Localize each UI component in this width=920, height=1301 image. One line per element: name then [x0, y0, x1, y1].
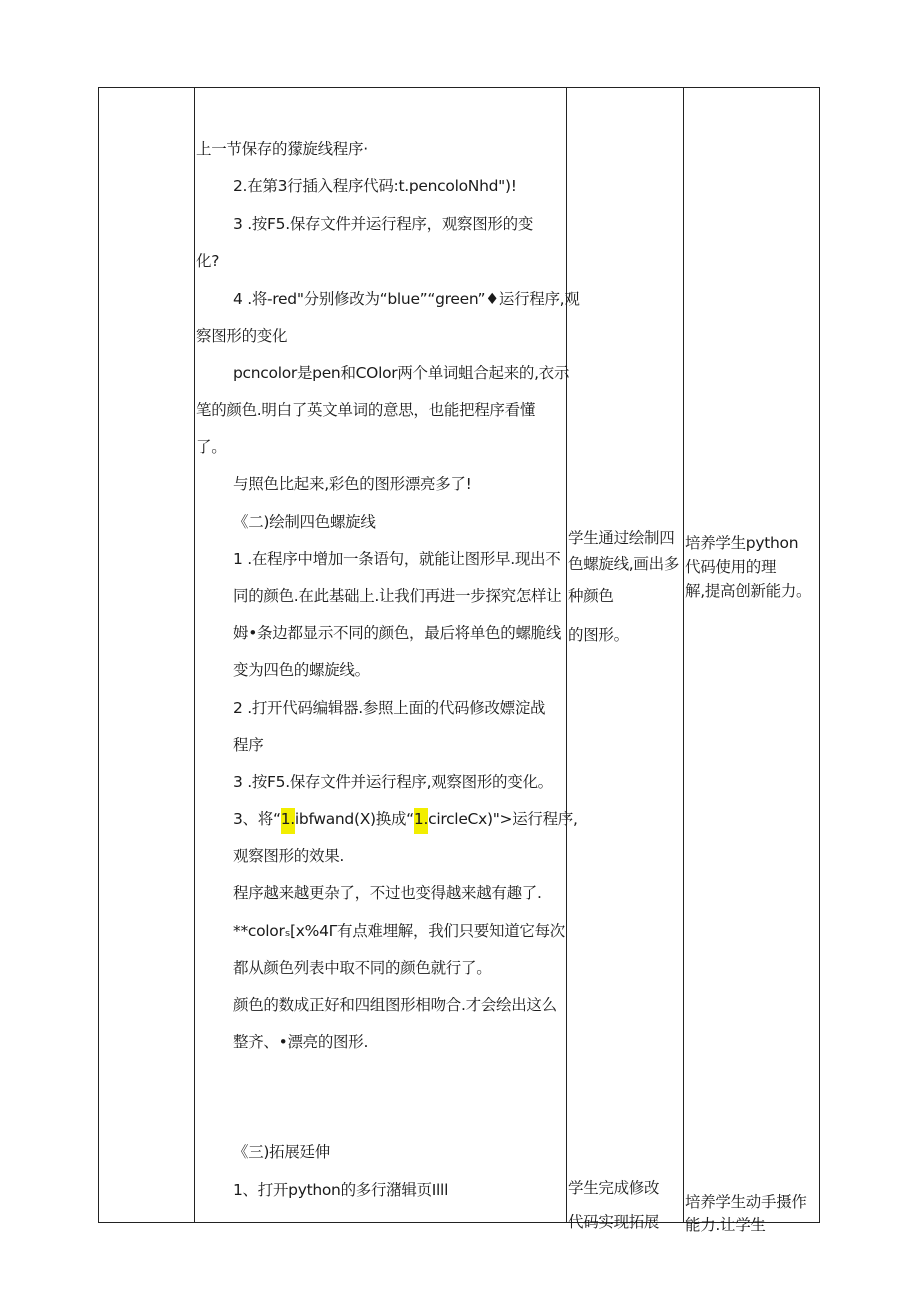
text-segment: ibfwand(X)换成“	[294, 810, 414, 828]
design-intent-cell	[684, 88, 819, 1234]
intent-line: 解,提高创新能力。	[685, 582, 812, 600]
activity-line: 代码实现拓展	[568, 1213, 660, 1231]
section-heading: 《二)绘制四色螺旋线	[233, 513, 376, 531]
content-line: 笔的颜色.明白了英文单词的意思，也能把程序看懂	[196, 401, 536, 419]
intent-line: 代码使用的理	[685, 558, 777, 576]
text-segment: 3、将“	[233, 810, 281, 828]
content-line: 同的颜色.在此基础上.让我们再进一步探究怎样让	[233, 587, 562, 605]
stage-cell	[99, 88, 194, 1222]
student-activity-cell	[567, 88, 683, 1231]
content-line: 了。	[196, 438, 227, 456]
content-line: 1 .在程序中增加一条语句，就能让图形早.现出不	[233, 550, 561, 568]
activity-line: 种颜色	[568, 587, 614, 605]
content-line: 程序	[233, 736, 264, 754]
content-line: pcncolor是pen和COlor两个单词蛆合起来的,衣示	[233, 364, 570, 382]
content-line: 化?	[196, 252, 220, 270]
teaching-content-cell	[195, 88, 580, 1222]
intent-line: 培养学生动手摄作	[685, 1193, 807, 1211]
content-line: 察图形的变化	[196, 327, 288, 345]
activity-line: 学生通过绘制四	[568, 529, 675, 547]
content-line: 3 .按F5.保存文件并运行程序，观察图形的变	[233, 215, 534, 233]
highlight-mark: 1.	[414, 808, 428, 834]
content-line: **colorₛ[x%4Γ有点难埋解，我们只要知道它每次	[233, 922, 565, 940]
content-line: 程序越来越更杂了，不过也变得越来越有趣了.	[233, 884, 542, 902]
content-line: 都从颜色列表中取不同的颜色就行了。	[233, 959, 492, 977]
intent-line: 培养学生python	[685, 534, 799, 552]
activity-line: 的图形。	[568, 626, 629, 644]
content-line: 3 .按F5.保存文件并运行程序,观察图形的变化。	[233, 773, 553, 791]
activity-line: 学生完成修改	[568, 1179, 660, 1197]
intent-line: 能力.让学生	[685, 1216, 766, 1234]
content-line: 1、打开python的多行潴辑页Illl	[233, 1181, 449, 1199]
content-line: 姆•条边都显示不同的颜色，最后将单色的螺脆线	[233, 624, 562, 642]
section-heading: 《三)拓展廷伸	[233, 1143, 330, 1161]
text-segment: circleCx)">运行程序,	[428, 810, 578, 828]
activity-line: 色螺旋线,画出多	[568, 555, 680, 573]
content-line: 与照色比起来,彩色的图形漂亮多了!	[233, 475, 472, 493]
content-line: 4 .将-red"分别修改为“blue”“green”♦运行程序,观	[233, 290, 580, 308]
content-line: 上一节保存的獴旋线程序·	[196, 140, 368, 158]
content-line: 2.在第3行插入程序代码:t.pencoloNhd")!	[233, 177, 517, 195]
content-line-replace	[233, 809, 578, 829]
content-line: 变为四色的螺旋线。	[233, 661, 370, 679]
highlight-mark: 1.	[281, 808, 295, 834]
content-line: 颜色的数成正好和四组图形相吻合.才会绘出这么	[233, 996, 557, 1014]
content-line: 观察图形的效果.	[233, 847, 345, 865]
lesson-table	[98, 87, 820, 1234]
content-line: 2 .打开代码编辑器.参照上面的代码修改嫖淀战	[233, 699, 546, 717]
content-line: 整齐、•漂亮的图形.	[233, 1033, 369, 1051]
